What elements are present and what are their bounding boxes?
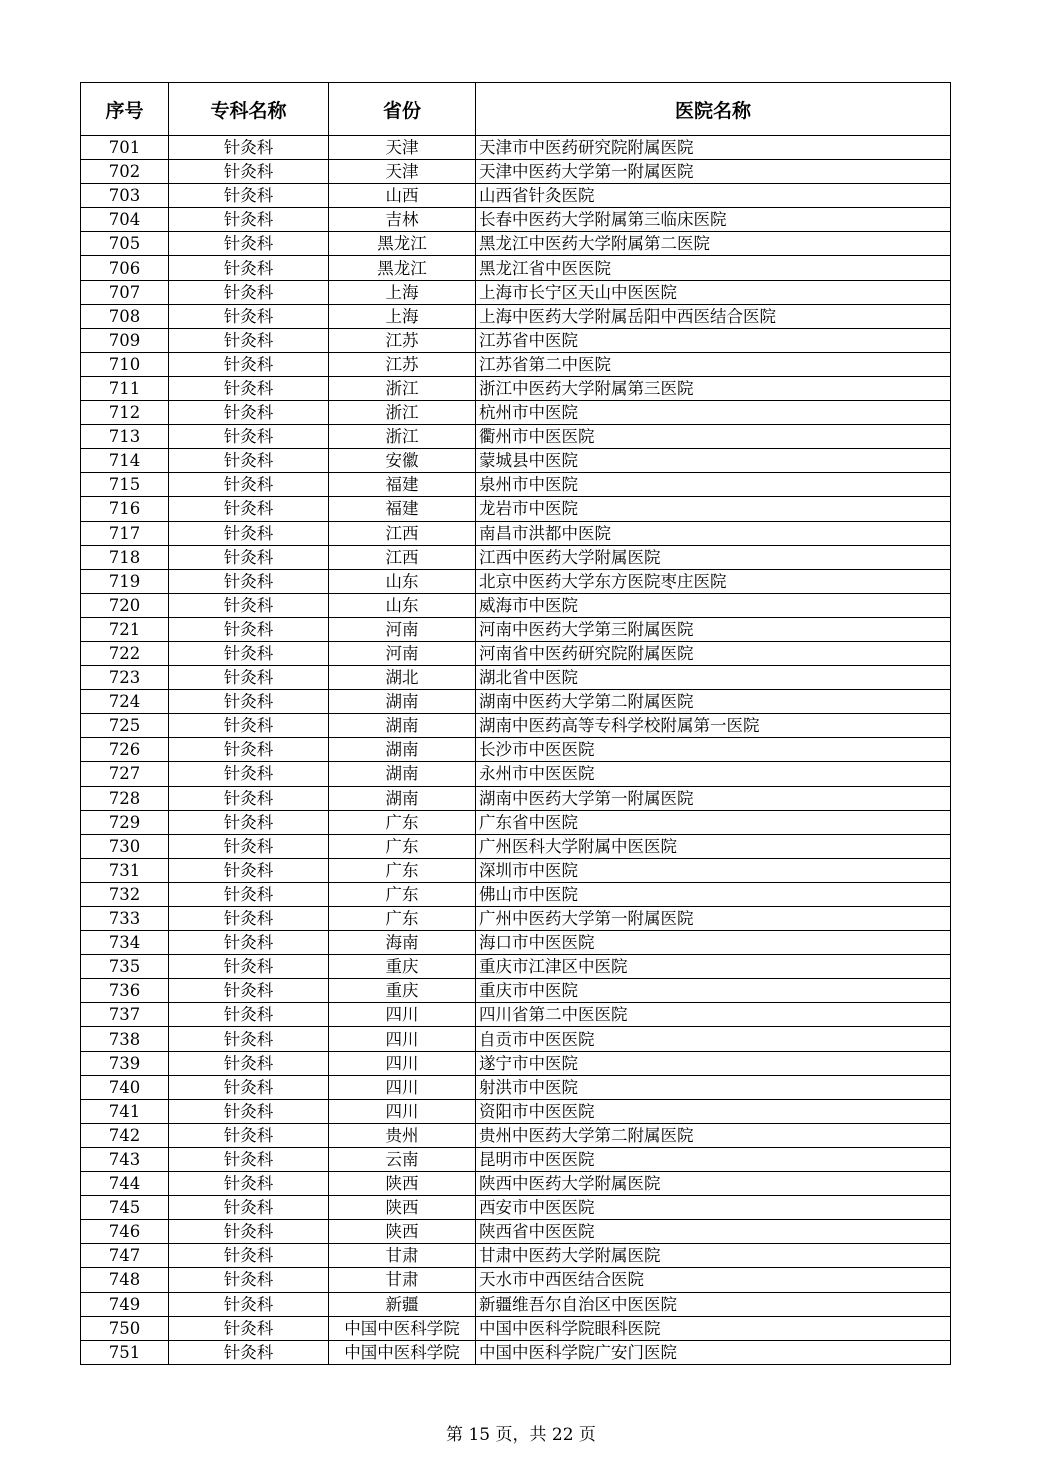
cell-specialty: 针灸科 [169,1123,329,1147]
table-row [81,545,951,569]
cell-index: 738 [81,1027,169,1051]
cell-specialty: 针灸科 [169,593,329,617]
table-row [81,232,951,256]
cell-hospital: 射洪市中医院 [476,1075,951,1099]
cell-province: 中国中医科学院 [329,1316,476,1340]
cell-province: 甘肃 [329,1244,476,1268]
cell-province: 新疆 [329,1292,476,1316]
cell-index: 749 [81,1292,169,1316]
cell-specialty: 针灸科 [169,641,329,665]
cell-hospital: 湖南中医药大学第一附属医院 [476,786,951,810]
cell-specialty: 针灸科 [169,738,329,762]
cell-province: 陕西 [329,1196,476,1220]
cell-hospital: 广州中医药大学第一附属医院 [476,907,951,931]
cell-hospital: 上海中医药大学附属岳阳中西医结合医院 [476,304,951,328]
cell-specialty: 针灸科 [169,232,329,256]
cell-index: 727 [81,762,169,786]
table-row [81,714,951,738]
cell-province: 浙江 [329,401,476,425]
cell-province: 海南 [329,931,476,955]
table-row [81,352,951,376]
cell-index: 734 [81,931,169,955]
cell-province: 上海 [329,280,476,304]
cell-index: 743 [81,1147,169,1171]
cell-index: 708 [81,304,169,328]
cell-index: 706 [81,256,169,280]
cell-province: 中国中医科学院 [329,1340,476,1364]
table-row [81,521,951,545]
cell-province: 贵州 [329,1123,476,1147]
cell-index: 703 [81,184,169,208]
table-row [81,1051,951,1075]
cell-hospital: 湖北省中医院 [476,666,951,690]
table-row [81,280,951,304]
cell-index: 718 [81,545,169,569]
cell-province: 湖北 [329,666,476,690]
cell-province: 湖南 [329,690,476,714]
cell-specialty: 针灸科 [169,1051,329,1075]
table-row [81,497,951,521]
table-row [81,1172,951,1196]
cell-hospital: 资阳市中医医院 [476,1099,951,1123]
cell-specialty: 针灸科 [169,256,329,280]
cell-index: 733 [81,907,169,931]
table-row [81,160,951,184]
cell-province: 江苏 [329,328,476,352]
page-footer: 第 15 页，共 22 页 [446,1425,596,1445]
cell-province: 广东 [329,834,476,858]
table-row [81,1027,951,1051]
cell-specialty: 针灸科 [169,1220,329,1244]
cell-hospital: 陕西省中医医院 [476,1220,951,1244]
cell-hospital: 长沙市中医医院 [476,738,951,762]
table-row [81,1316,951,1340]
cell-index: 716 [81,497,169,521]
cell-index: 702 [81,160,169,184]
cell-hospital: 江苏省中医院 [476,328,951,352]
header-specialty: 专科名称 [169,83,329,136]
cell-specialty: 针灸科 [169,1340,329,1364]
cell-province: 江西 [329,545,476,569]
cell-hospital: 重庆市中医院 [476,979,951,1003]
cell-specialty: 针灸科 [169,1244,329,1268]
cell-specialty: 针灸科 [169,1147,329,1171]
cell-province: 广东 [329,882,476,906]
cell-hospital: 河南省中医药研究院附属医院 [476,641,951,665]
table-row [81,569,951,593]
cell-hospital: 黑龙江中医药大学附属第二医院 [476,232,951,256]
cell-specialty: 针灸科 [169,473,329,497]
table-row [81,834,951,858]
table-row [81,328,951,352]
cell-province: 浙江 [329,425,476,449]
cell-specialty: 针灸科 [169,304,329,328]
cell-index: 736 [81,979,169,1003]
table-row [81,979,951,1003]
cell-specialty: 针灸科 [169,1268,329,1292]
cell-hospital: 中国中医科学院眼科医院 [476,1316,951,1340]
cell-index: 751 [81,1340,169,1364]
cell-specialty: 针灸科 [169,714,329,738]
cell-province: 江苏 [329,352,476,376]
cell-specialty: 针灸科 [169,882,329,906]
cell-province: 陕西 [329,1172,476,1196]
cell-province: 四川 [329,1027,476,1051]
cell-index: 717 [81,521,169,545]
cell-index: 701 [81,136,169,160]
cell-province: 天津 [329,136,476,160]
cell-hospital: 中国中医科学院广安门医院 [476,1340,951,1364]
cell-specialty: 针灸科 [169,834,329,858]
table-row [81,136,951,160]
cell-province: 福建 [329,473,476,497]
cell-index: 742 [81,1123,169,1147]
table-row [81,449,951,473]
cell-specialty: 针灸科 [169,425,329,449]
cell-hospital: 河南中医药大学第三附属医院 [476,617,951,641]
cell-index: 713 [81,425,169,449]
cell-specialty: 针灸科 [169,1075,329,1099]
cell-province: 四川 [329,1075,476,1099]
cell-specialty: 针灸科 [169,521,329,545]
cell-index: 710 [81,352,169,376]
table-row [81,1099,951,1123]
table-row [81,425,951,449]
cell-hospital: 衢州市中医医院 [476,425,951,449]
cell-specialty: 针灸科 [169,569,329,593]
cell-specialty: 针灸科 [169,786,329,810]
cell-index: 731 [81,858,169,882]
cell-specialty: 针灸科 [169,810,329,834]
cell-specialty: 针灸科 [169,1292,329,1316]
cell-hospital: 四川省第二中医医院 [476,1003,951,1027]
cell-specialty: 针灸科 [169,1099,329,1123]
table-row [81,1340,951,1364]
cell-hospital: 自贡市中医医院 [476,1027,951,1051]
cell-index: 722 [81,641,169,665]
cell-specialty: 针灸科 [169,497,329,521]
table-row [81,762,951,786]
cell-hospital: 遂宁市中医院 [476,1051,951,1075]
cell-index: 728 [81,786,169,810]
cell-hospital: 山西省针灸医院 [476,184,951,208]
table-row [81,1003,951,1027]
table-row [81,184,951,208]
cell-province: 黑龙江 [329,232,476,256]
cell-province: 浙江 [329,376,476,400]
cell-specialty: 针灸科 [169,449,329,473]
cell-index: 732 [81,882,169,906]
cell-province: 安徽 [329,449,476,473]
cell-province: 重庆 [329,979,476,1003]
cell-index: 739 [81,1051,169,1075]
cell-index: 721 [81,617,169,641]
cell-hospital: 天津中医药大学第一附属医院 [476,160,951,184]
cell-province: 四川 [329,1099,476,1123]
cell-hospital: 海口市中医医院 [476,931,951,955]
cell-index: 726 [81,738,169,762]
table-row [81,1292,951,1316]
cell-hospital: 黑龙江省中医医院 [476,256,951,280]
cell-index: 724 [81,690,169,714]
cell-province: 天津 [329,160,476,184]
cell-hospital: 长春中医药大学附属第三临床医院 [476,208,951,232]
cell-index: 746 [81,1220,169,1244]
hospital-table [80,82,951,1365]
table-row [81,1123,951,1147]
cell-specialty: 针灸科 [169,690,329,714]
table-row [81,473,951,497]
cell-specialty: 针灸科 [169,160,329,184]
table-row [81,376,951,400]
header-hospital: 医院名称 [476,83,951,136]
cell-specialty: 针灸科 [169,931,329,955]
table-row [81,955,951,979]
header-province: 省份 [329,83,476,136]
cell-hospital: 江西中医药大学附属医院 [476,545,951,569]
cell-province: 四川 [329,1051,476,1075]
cell-province: 黑龙江 [329,256,476,280]
cell-hospital: 蒙城县中医院 [476,449,951,473]
cell-specialty: 针灸科 [169,1027,329,1051]
cell-index: 729 [81,810,169,834]
cell-province: 山西 [329,184,476,208]
hospital-table-sheet [80,82,950,1365]
cell-specialty: 针灸科 [169,907,329,931]
cell-hospital: 天津市中医药研究院附属医院 [476,136,951,160]
cell-hospital: 新疆维吾尔自治区中医医院 [476,1292,951,1316]
table-row [81,256,951,280]
cell-province: 甘肃 [329,1268,476,1292]
table-row [81,641,951,665]
cell-specialty: 针灸科 [169,617,329,641]
table-row [81,401,951,425]
table-row [81,907,951,931]
cell-specialty: 针灸科 [169,136,329,160]
cell-hospital: 江苏省第二中医院 [476,352,951,376]
table-row [81,1075,951,1099]
cell-province: 湖南 [329,786,476,810]
cell-province: 广东 [329,907,476,931]
table-row [81,666,951,690]
table-row [81,1147,951,1171]
cell-index: 715 [81,473,169,497]
cell-index: 741 [81,1099,169,1123]
cell-specialty: 针灸科 [169,666,329,690]
table-row [81,617,951,641]
cell-index: 730 [81,834,169,858]
cell-hospital: 陕西中医药大学附属医院 [476,1172,951,1196]
cell-province: 吉林 [329,208,476,232]
cell-hospital: 龙岩市中医院 [476,497,951,521]
cell-province: 湖南 [329,714,476,738]
cell-specialty: 针灸科 [169,376,329,400]
cell-index: 714 [81,449,169,473]
cell-index: 745 [81,1196,169,1220]
cell-hospital: 上海市长宁区天山中医医院 [476,280,951,304]
cell-province: 广东 [329,810,476,834]
cell-specialty: 针灸科 [169,328,329,352]
cell-specialty: 针灸科 [169,1172,329,1196]
cell-hospital: 西安市中医医院 [476,1196,951,1220]
table-row [81,1268,951,1292]
cell-hospital: 昆明市中医医院 [476,1147,951,1171]
table-row [81,738,951,762]
cell-province: 河南 [329,617,476,641]
cell-index: 740 [81,1075,169,1099]
header-index: 序号 [81,83,169,136]
cell-specialty: 针灸科 [169,352,329,376]
cell-hospital: 北京中医药大学东方医院枣庄医院 [476,569,951,593]
table-row [81,810,951,834]
cell-index: 720 [81,593,169,617]
cell-index: 748 [81,1268,169,1292]
cell-province: 河南 [329,641,476,665]
cell-hospital: 湖南中医药大学第二附属医院 [476,690,951,714]
cell-specialty: 针灸科 [169,858,329,882]
cell-province: 重庆 [329,955,476,979]
cell-hospital: 重庆市江津区中医院 [476,955,951,979]
cell-hospital: 甘肃中医药大学附属医院 [476,1244,951,1268]
cell-province: 陕西 [329,1220,476,1244]
table-row [81,1244,951,1268]
table-row [81,858,951,882]
table-row [81,786,951,810]
cell-index: 747 [81,1244,169,1268]
cell-province: 江西 [329,521,476,545]
cell-hospital: 湖南中医药高等专科学校附属第一医院 [476,714,951,738]
cell-index: 737 [81,1003,169,1027]
cell-hospital: 广州医科大学附属中医医院 [476,834,951,858]
cell-hospital: 贵州中医药大学第二附属医院 [476,1123,951,1147]
table-body [81,136,951,1365]
cell-specialty: 针灸科 [169,1003,329,1027]
cell-specialty: 针灸科 [169,184,329,208]
cell-province: 湖南 [329,762,476,786]
cell-province: 山东 [329,569,476,593]
cell-hospital: 佛山市中医院 [476,882,951,906]
table-row [81,931,951,955]
table-row [81,208,951,232]
cell-index: 705 [81,232,169,256]
cell-index: 704 [81,208,169,232]
cell-hospital: 天水市中西医结合医院 [476,1268,951,1292]
table-row [81,1196,951,1220]
cell-province: 湖南 [329,738,476,762]
table-row [81,593,951,617]
cell-index: 719 [81,569,169,593]
cell-hospital: 杭州市中医院 [476,401,951,425]
cell-hospital: 深圳市中医院 [476,858,951,882]
table-row [81,1220,951,1244]
table-row [81,690,951,714]
cell-province: 福建 [329,497,476,521]
table-row [81,304,951,328]
cell-index: 707 [81,280,169,304]
cell-province: 云南 [329,1147,476,1171]
cell-province: 广东 [329,858,476,882]
cell-specialty: 针灸科 [169,280,329,304]
cell-specialty: 针灸科 [169,545,329,569]
cell-index: 711 [81,376,169,400]
cell-index: 744 [81,1172,169,1196]
cell-index: 750 [81,1316,169,1340]
cell-hospital: 泉州市中医院 [476,473,951,497]
cell-index: 709 [81,328,169,352]
cell-province: 四川 [329,1003,476,1027]
cell-hospital: 浙江中医药大学附属第三医院 [476,376,951,400]
cell-hospital: 威海市中医院 [476,593,951,617]
cell-specialty: 针灸科 [169,208,329,232]
cell-province: 上海 [329,304,476,328]
cell-index: 725 [81,714,169,738]
cell-hospital: 永州市中医医院 [476,762,951,786]
table-row [81,882,951,906]
cell-specialty: 针灸科 [169,762,329,786]
cell-specialty: 针灸科 [169,955,329,979]
cell-specialty: 针灸科 [169,979,329,1003]
cell-index: 723 [81,666,169,690]
cell-province: 山东 [329,593,476,617]
cell-specialty: 针灸科 [169,1196,329,1220]
cell-hospital: 南昌市洪都中医院 [476,521,951,545]
cell-specialty: 针灸科 [169,401,329,425]
cell-specialty: 针灸科 [169,1316,329,1340]
cell-hospital: 广东省中医院 [476,810,951,834]
table-header-row [81,83,951,136]
cell-index: 712 [81,401,169,425]
cell-index: 735 [81,955,169,979]
